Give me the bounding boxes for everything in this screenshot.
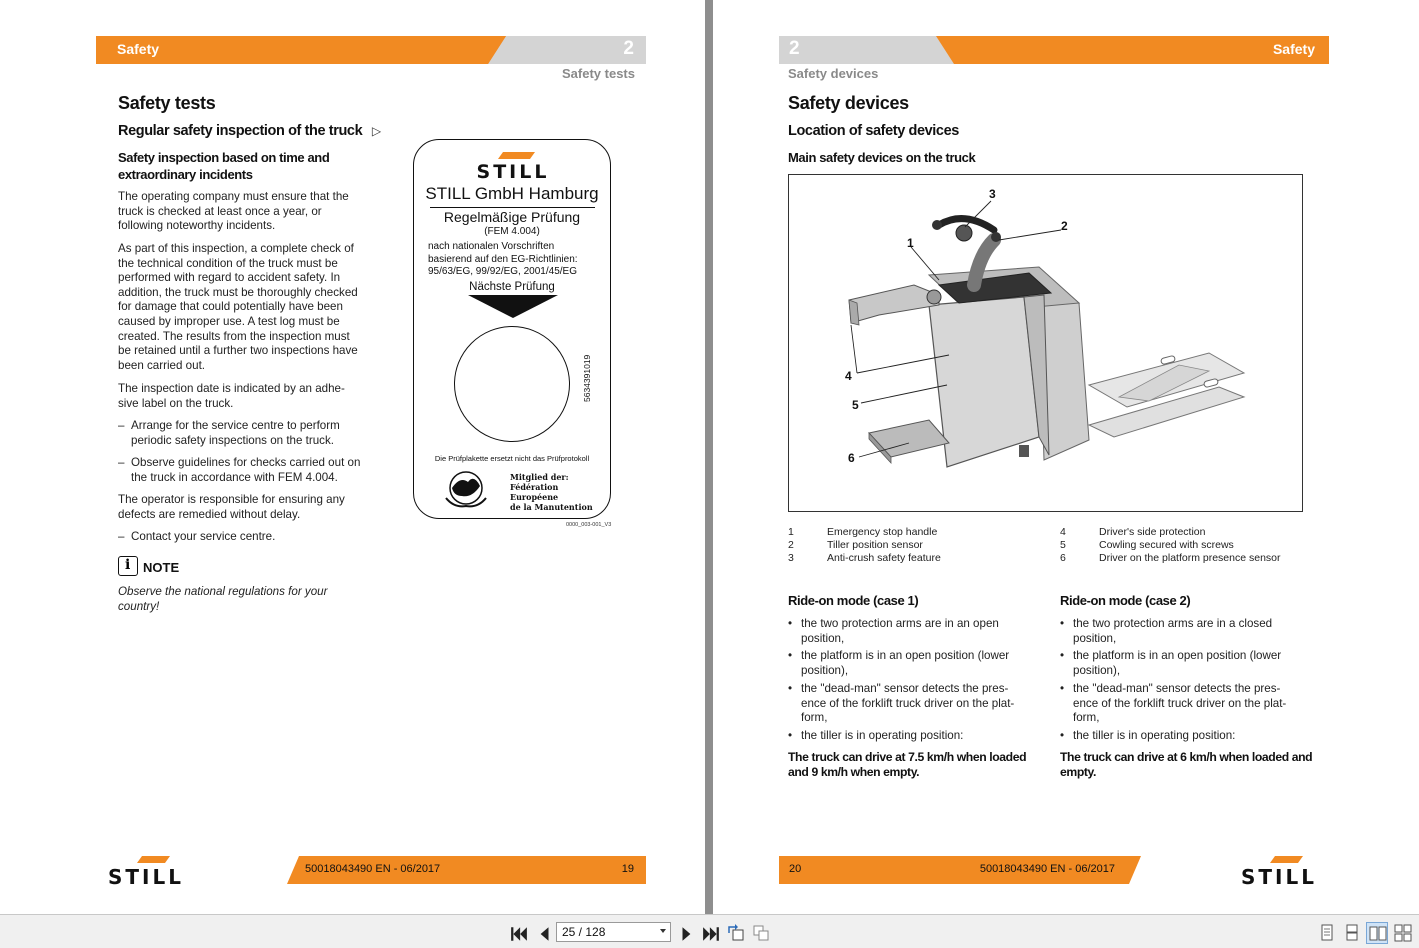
page-title: Safety tests (118, 93, 216, 113)
legend-num: 2 (788, 539, 794, 551)
case1-conclusion: The truck can drive at 7.5 km/h when loaded and 9 km/h when empty. (788, 750, 1027, 779)
sticker-standard: (FEM 4.004) (484, 226, 540, 237)
legend-text: Driver's side protection (1099, 526, 1206, 538)
pallet-truck-illustration (789, 175, 1302, 511)
legend-text: Driver on the platform presence sensor (1099, 552, 1281, 564)
callout-5: 5 (852, 398, 859, 412)
page-19 (0, 0, 705, 914)
page-header (779, 36, 1329, 64)
paragraph-2: As part of this inspection, a complete check of the technical condition of the truck must be performed with regard to accident safety. In addition, the truck must be thoroughly checked for damage that could potentially have been caused by improper use. A test log must be created. The results from the inspection must be retained until a further two inspections have been carried out. (118, 242, 358, 372)
still-logo (1227, 854, 1331, 888)
next-page-icon[interactable] (678, 925, 696, 943)
case2-bullet: • the tiller is in operating position: (1060, 729, 1305, 744)
info-icon: i (118, 556, 138, 576)
subheading: Safety inspection based on time and extraordinary incidents (118, 150, 330, 182)
heading-marker: ▷ (371, 124, 381, 138)
page-divider (705, 0, 713, 914)
callout-1: 1 (907, 236, 914, 250)
sticker-disclaimer: Die Prüfplakette ersetzt nicht das Prüfprotokoll (434, 454, 590, 463)
sticker-title: Regelmäßige Prüfung (443, 209, 581, 225)
copy-icon[interactable] (752, 924, 770, 942)
legend-num: 4 (1060, 526, 1066, 538)
svg-text:STILL: STILL (476, 161, 550, 180)
sticker-next-label: Nächste Prüfung (469, 281, 555, 293)
footer-page-number: 20 (789, 863, 802, 875)
case1-bullet: • the platform is in an open position (lower position), (788, 649, 1033, 678)
legend-num: 1 (788, 526, 794, 538)
page-20 (713, 0, 1419, 914)
svg-text:STILL: STILL (108, 865, 184, 888)
dash-item-2: – Observe guidelines for checks carried out on the truck in accordance with FEM 4.004. (118, 456, 363, 485)
callout-3: 3 (989, 187, 996, 201)
rotate-icon[interactable] (727, 924, 745, 942)
callout-4: 4 (845, 369, 852, 383)
svg-text:STILL: STILL (1241, 865, 1317, 888)
page-header (96, 36, 646, 64)
figure-code: 0000_003-001_V3 (566, 522, 612, 528)
fem-seal-icon (442, 468, 490, 510)
chevron-down-icon (660, 929, 666, 933)
footer-code: 50018043490 EN - 06/2017 (979, 863, 1115, 875)
dash-item-3: – Contact your service centre. (118, 530, 363, 545)
legend-text: Cowling secured with screws (1099, 539, 1234, 551)
legend-text: Anti-crush safety feature (827, 552, 941, 564)
callout-2: 2 (1061, 219, 1068, 233)
inspection-label-sticker (413, 139, 611, 519)
sticker-side-code: 5634391019 (582, 354, 592, 402)
two-page-button[interactable] (1366, 922, 1388, 944)
header-section: Safety (117, 41, 160, 57)
case2-title: Ride-on mode (case 2) (1060, 593, 1191, 608)
case2-conclusion: The truck can drive at 6 km/h when loaded and empty. (1060, 750, 1313, 779)
sticker-member: Mitglied der: Fédération Européene de la Manutention (510, 472, 593, 512)
case2-bullet: • the platform is in an open position (lower position), (1060, 649, 1305, 678)
paragraph-3: The inspection date is indicated by an adhe-sive label on the truck. (118, 382, 345, 410)
header-chapter: 2 (623, 38, 634, 59)
subheading: Main safety devices on the truck (788, 150, 976, 165)
sticker-body: nach nationalen Vorschriften basierend auf den EG-Richtlinien: 95/63/EG, 99/92/EG, 2001/45/EG (428, 241, 578, 277)
dash-item-1: – Arrange for the service centre to perform periodic safety inspections on the truck. (118, 419, 363, 448)
section-heading: Regular safety inspection of the truck ▷ (118, 123, 381, 139)
two-page-icon (1369, 926, 1387, 942)
previous-page-icon[interactable] (535, 925, 553, 943)
first-page-icon[interactable] (510, 925, 528, 943)
still-logo (463, 150, 563, 180)
header-section: Safety (1272, 41, 1315, 57)
arrow-down-icon (468, 295, 558, 319)
footer-code: 50018043490 EN - 06/2017 (305, 863, 441, 875)
continuous-icon[interactable] (1343, 924, 1361, 942)
header-subsection: Safety tests (562, 66, 635, 81)
last-page-icon[interactable] (702, 925, 720, 943)
page-number-select[interactable]: 25 / 128 (556, 922, 671, 942)
legend-num: 5 (1060, 539, 1066, 551)
case2-bullet: • the two protection arms are in a closed position, (1060, 617, 1305, 646)
page-footer (287, 856, 646, 884)
header-subsection: Safety devices (788, 66, 879, 81)
paragraph-4: The operator is responsible for ensuring any defects are remedied without delay. (118, 493, 345, 521)
sticker-company: STILL GmbH Hamburg (425, 184, 599, 203)
header-chapter: 2 (789, 38, 800, 59)
case1-bullet: • the two protection arms are in an open position, (788, 617, 1033, 646)
legend-num: 6 (1060, 552, 1066, 564)
callout-6: 6 (848, 451, 855, 465)
note-label: NOTE (143, 560, 180, 575)
case1-bullet: • the tiller is in operating position: (788, 729, 1033, 744)
section-heading: Location of safety devices (788, 123, 959, 139)
page-title: Safety devices (788, 93, 909, 113)
note-text: Observe the national regulations for your country! (118, 585, 328, 613)
single-page-icon[interactable] (1318, 924, 1336, 942)
case1-title: Ride-on mode (case 1) (788, 593, 919, 608)
footer-page-number: 19 (621, 863, 634, 875)
paragraph-1: The operating company must ensure that the truck is checked at least once a year, or following noteworthy incidents. (118, 190, 349, 233)
two-page-continuous-icon[interactable] (1394, 924, 1412, 942)
truck-figure (788, 174, 1303, 512)
legend-text: Emergency stop handle (827, 526, 938, 538)
case1-bullet: • the "dead-man" sensor detects the pres-ence of the forklift truck driver on the plat-form, (788, 682, 1033, 726)
legend-text: Tiller position sensor (827, 539, 923, 551)
case2-bullet: • the "dead-man" sensor detects the pres-ence of the forklift truck driver on the plat-form, (1060, 682, 1305, 726)
page-footer (779, 856, 1141, 884)
date-circle (454, 326, 570, 442)
legend-num: 3 (788, 552, 794, 564)
still-logo (94, 854, 198, 888)
